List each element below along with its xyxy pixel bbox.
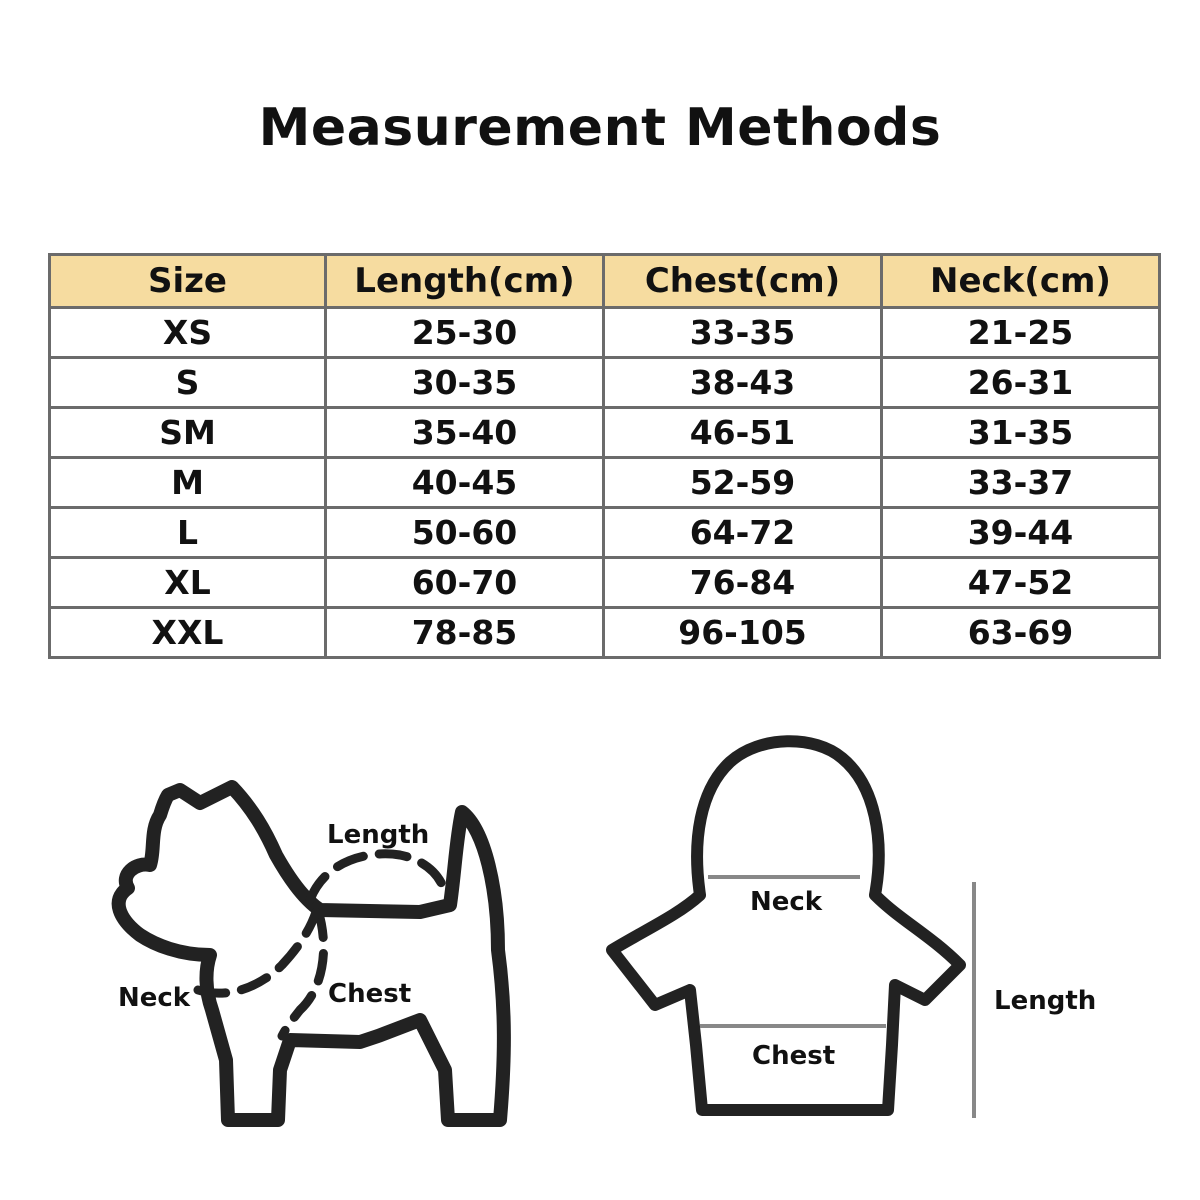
cell-neck: 31-35 [882, 408, 1160, 458]
cell-chest: 76-84 [604, 558, 882, 608]
dog-chest-label: Chest [328, 979, 412, 1009]
dog-neck-label: Neck [118, 983, 191, 1013]
cell-neck: 39-44 [882, 508, 1160, 558]
page-title: Measurement Methods [258, 98, 942, 158]
garment-neck-label: Neck [750, 887, 823, 917]
cell-chest: 46-51 [604, 408, 882, 458]
cell-neck: 63-69 [882, 608, 1160, 658]
cell-size: XL [50, 558, 326, 608]
cell-size: XS [50, 308, 326, 358]
dog-illustration [118, 787, 504, 1120]
cell-length: 60-70 [326, 558, 604, 608]
header-length: Length(cm) [326, 255, 604, 308]
garment-chest-label: Chest [752, 1041, 836, 1071]
cell-chest: 52-59 [604, 458, 882, 508]
header-size: Size [50, 255, 326, 308]
cell-length: 25-30 [326, 308, 604, 358]
cell-neck: 33-37 [882, 458, 1160, 508]
cell-length: 78-85 [326, 608, 604, 658]
cell-length: 30-35 [326, 358, 604, 408]
cell-length: 50-60 [326, 508, 604, 558]
cell-chest: 38-43 [604, 358, 882, 408]
cell-neck: 47-52 [882, 558, 1160, 608]
cell-length: 35-40 [326, 408, 604, 458]
cell-neck: 21-25 [882, 308, 1160, 358]
dog-outline [119, 787, 504, 1120]
cell-chest: 64-72 [604, 508, 882, 558]
header-chest: Chest(cm) [604, 255, 882, 308]
dog-length-label: Length [327, 820, 430, 850]
garment-illustration [612, 741, 1096, 1118]
header-neck: Neck(cm) [882, 255, 1160, 308]
cell-size: XXL [50, 608, 326, 658]
cell-neck: 26-31 [882, 358, 1160, 408]
dog-chest-dashed-line [282, 910, 324, 1036]
cell-size: SM [50, 408, 326, 458]
cell-chest: 33-35 [604, 308, 882, 358]
cell-size: L [50, 508, 326, 558]
dog-length-dashed-line [310, 854, 445, 900]
cell-chest: 96-105 [604, 608, 882, 658]
cell-length: 40-45 [326, 458, 604, 508]
cell-size: M [50, 458, 326, 508]
cell-size: S [50, 358, 326, 408]
garment-length-label: Length [994, 986, 1097, 1016]
